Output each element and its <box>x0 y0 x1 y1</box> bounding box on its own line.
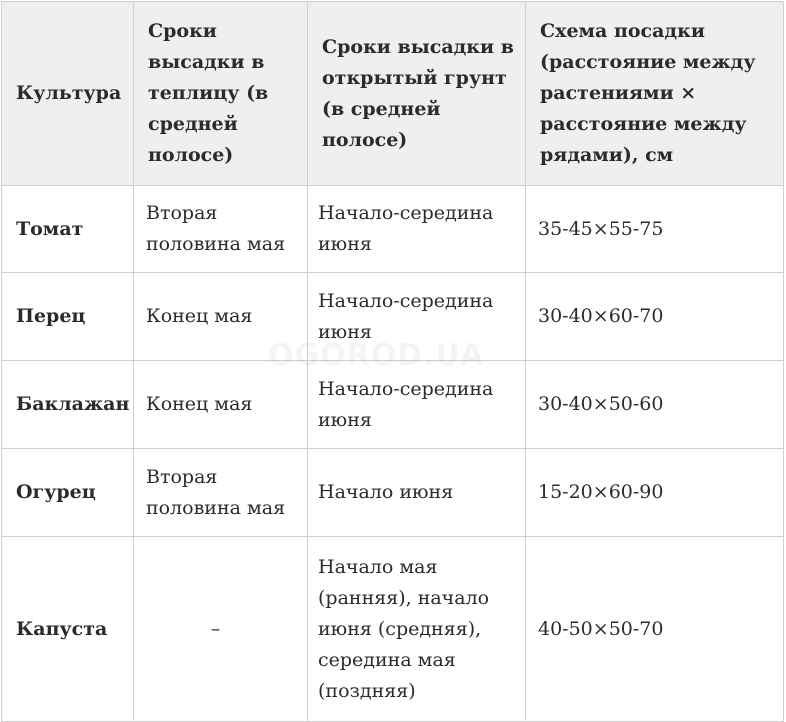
planting-table <box>1 1 784 722</box>
header-crop: Культура <box>2 2 134 186</box>
scheme-cell: 40-50×50-70 <box>526 537 784 722</box>
crop-cell: Перец <box>2 273 134 361</box>
table-row <box>2 361 784 449</box>
header-row <box>2 2 784 186</box>
header-planting-scheme: Схема посадки (расстояние между растениями × расстояние между рядами), см <box>526 2 784 186</box>
open-ground-cell: Начало мая (ранняя), начало июня (средняя), середина мая (поздняя) <box>308 537 526 722</box>
open-ground-cell: Начало-середина июня <box>308 273 526 361</box>
header-greenhouse-dates: Сроки высадки в теплицу (в средней полосе) <box>134 2 308 186</box>
table-body <box>2 186 784 722</box>
open-ground-cell: Начало-середина июня <box>308 361 526 449</box>
scheme-cell: 30-40×50-60 <box>526 361 784 449</box>
table-row <box>2 186 784 273</box>
crop-cell: Капуста <box>2 537 134 722</box>
greenhouse-cell: Вторая половина мая <box>134 186 308 273</box>
table-header <box>2 2 784 186</box>
scheme-cell: 30-40×60-70 <box>526 273 784 361</box>
greenhouse-cell: Конец мая <box>134 273 308 361</box>
scheme-cell: 35-45×55-75 <box>526 186 784 273</box>
crop-cell: Баклажан <box>2 361 134 449</box>
table-row <box>2 537 784 722</box>
greenhouse-cell: – <box>134 537 308 722</box>
greenhouse-cell: Вторая половина мая <box>134 449 308 537</box>
crop-cell: Огурец <box>2 449 134 537</box>
open-ground-cell: Начало июня <box>308 449 526 537</box>
open-ground-cell: Начало-середина июня <box>308 186 526 273</box>
table-row <box>2 273 784 361</box>
scheme-cell: 15-20×60-90 <box>526 449 784 537</box>
table-row <box>2 449 784 537</box>
header-open-ground-dates: Сроки высадки в открытый грунт (в средней полосе) <box>308 2 526 186</box>
crop-cell: Томат <box>2 186 134 273</box>
greenhouse-cell: Конец мая <box>134 361 308 449</box>
